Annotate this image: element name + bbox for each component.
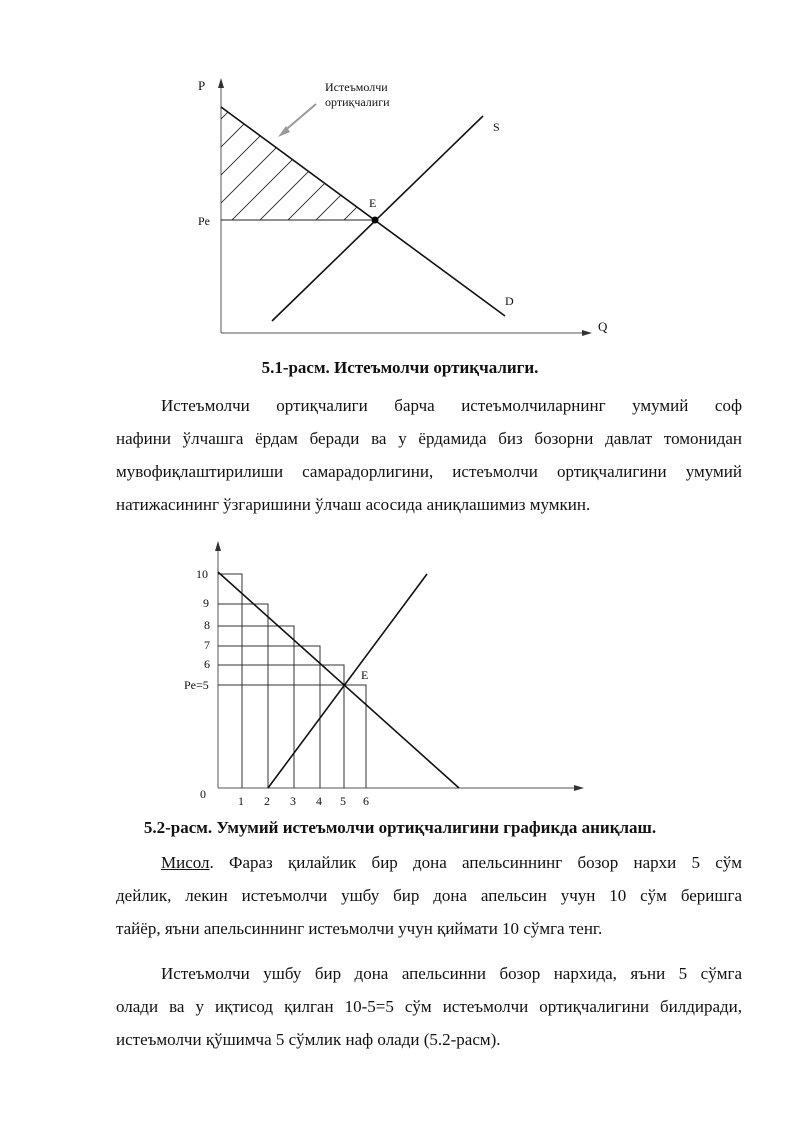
paragraph-3-line: истеъмолчи қўшимча 5 сўмлик наф олади (5.2-расм). [116, 1030, 501, 1049]
y-axis-arrow [215, 541, 221, 551]
paragraph-2-line: тайёр, яъни апельсиннинг истеъмолчи учун қиймати 10 сўмга тенг. [116, 919, 603, 938]
y-tick-label: 7 [204, 638, 210, 652]
paragraph-3-line: олади ва у иқтисод қилган 10-5=5 сўм истеъмолчи ортиқчалигини билдиради, [116, 997, 742, 1016]
y-axis-arrow [218, 78, 224, 88]
annotation-line-2: ортиқчалиги [325, 95, 390, 109]
price-axis-label: P [198, 78, 206, 93]
paragraph-1-line: натижасининг ўзгаришини ўлчаш асосида аниқлашимиз мумкин. [116, 495, 591, 514]
total-consumer-surplus-figure [0, 530, 800, 815]
x-tick-label: 3 [290, 794, 296, 808]
figure-2-caption: 5.2-расм. Умумий истеъмолчи ортиқчалигини графикда аниқлаш. [143, 818, 657, 837]
x-tick-label: 1 [238, 794, 244, 808]
quantity-axis-label: Q [598, 319, 608, 334]
demand-label: D [505, 294, 514, 308]
pe-label: Pe [198, 214, 210, 228]
paragraph-2-line-1-text: . Фараз қилайлик бир дона апельсиннинг бозор нархи 5 сўм [209, 853, 742, 872]
figure-1-caption: 5.1-расм. Истеъмолчи ортиқчалиги. [261, 358, 539, 377]
x-tick-label: 5 [340, 794, 346, 808]
annotation-line-1: Истеъмолчи [325, 80, 388, 94]
x-axis-arrow [582, 330, 592, 336]
example-word: Мисол [161, 853, 210, 872]
equilibrium-label: E [361, 668, 369, 682]
paragraph-1 [116, 389, 742, 521]
y-tick-label: Pe=5 [184, 678, 209, 692]
demand-line [221, 107, 505, 316]
x-tick-label: 6 [363, 794, 369, 808]
supply-line [268, 574, 427, 788]
paragraph-1-line: мувофиқлаштирилиши самарадорлигини, истеъмолчи ортиқчалигини умумий [116, 462, 742, 481]
y-tick-label: 6 [204, 657, 210, 671]
equilibrium-point [372, 217, 379, 224]
paragraph-1-line: нафини ўлчашга ёрдам беради ва у ёрдамида биз бозорни давлат томонидан [116, 429, 742, 448]
paragraph-1-line: Истеъмолчи ортиқчалиги барча истеъмолчиларнинг умумий соф [161, 396, 742, 415]
x-tick-label: 4 [316, 794, 322, 808]
x-axis-arrow [574, 785, 584, 791]
demand-line [218, 572, 459, 788]
equilibrium-label: E [369, 196, 377, 210]
paragraph-3-line: Истеъмолчи ушбу бир дона апельсинни бозор нархида, яъни 5 сўмга [161, 964, 742, 983]
supply-label: S [493, 120, 500, 134]
y-tick-label: 8 [204, 618, 210, 632]
paragraph-3 [116, 957, 742, 1056]
paragraph-2 [116, 846, 742, 945]
origin-label: 0 [200, 787, 206, 801]
consumer-surplus-figure [0, 0, 800, 350]
x-tick-label: 2 [264, 794, 270, 808]
y-tick-label: 9 [203, 596, 209, 610]
paragraph-2-line [116, 846, 742, 879]
paragraph-2-line: дейлик, лекин истеъмолчи ушбу бир дона апельсин учун 10 сўм беришга [116, 886, 742, 905]
y-tick-label: 10 [196, 567, 208, 581]
